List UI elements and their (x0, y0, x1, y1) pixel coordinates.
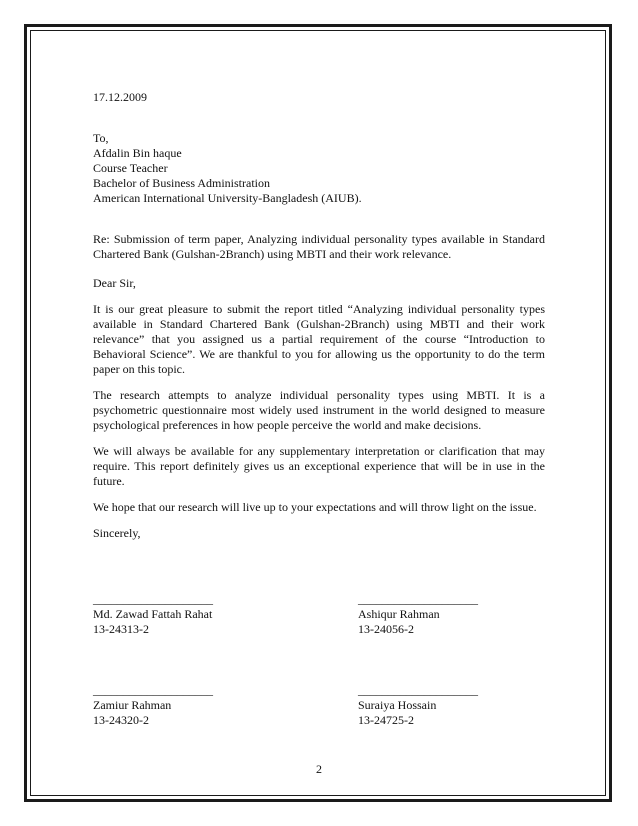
letter-date: 17.12.2009 (93, 90, 147, 104)
address-to: To, (93, 131, 109, 145)
recipient-program: Bachelor of Business Administration (93, 176, 270, 190)
signatory-id: 13-24725-2 (358, 713, 414, 727)
signatory-id: 13-24056-2 (358, 622, 414, 636)
signature-line: ____________________ (358, 592, 478, 606)
salutation: Dear Sir, (93, 276, 136, 290)
closing: Sincerely, (93, 526, 141, 540)
page-number: 2 (316, 762, 322, 776)
body-paragraph: We hope that our research will live up to your expectations and will throw light on the issue. (93, 500, 537, 514)
recipient-role: Course Teacher (93, 161, 168, 175)
signatory-name: Zamiur Rahman (93, 698, 172, 712)
signatory-id: 13-24320-2 (93, 713, 149, 727)
signature-line: ____________________ (358, 683, 478, 697)
subject-line: Re: Submission of term paper, Analyzing individual personality types available in Standard Chartered Bank (Gulshan-2Branch) using MBTI and their work relevance. (93, 232, 545, 261)
signature-block (93, 683, 293, 728)
signature-line: ____________________ (93, 683, 213, 697)
signatory-name: Suraiya Hossain (358, 698, 437, 712)
signature-block (358, 592, 558, 637)
signature-line: ____________________ (93, 592, 213, 606)
recipient-university: American International University-Bangladesh (AIUB). (93, 191, 362, 205)
signature-block (358, 683, 558, 728)
body-paragraph: The research attempts to analyze individual personality types using MBTI. It is a psychometric questionnaire most widely used instrument in the world designed to measure psychological preferences in how people perceive the world and make decisions. (93, 388, 545, 432)
letter-body (93, 90, 545, 541)
recipient-address (93, 131, 545, 206)
signature-block (93, 592, 293, 637)
body-paragraph: We will always be available for any supplementary interpretation or clarification that may require. This report definitely gives us an exceptional experience that will be in use in the future. (93, 444, 545, 488)
recipient-name: Afdalin Bin haque (93, 146, 182, 160)
signatory-name: Ashiqur Rahman (358, 607, 440, 621)
body-paragraph: It is our great pleasure to submit the report titled “Analyzing individual personality types available in Standard Chartered Bank (Gulshan-2Branch) using MBTI and their work relevance” that you assigned us a partial requirement of the course “Introduction to Behavioral Science”. We are thankful to you for allowing us the opportunity to do the term paper on this topic. (93, 302, 545, 376)
signatory-name: Md. Zawad Fattah Rahat (93, 607, 213, 621)
signatory-id: 13-24313-2 (93, 622, 149, 636)
